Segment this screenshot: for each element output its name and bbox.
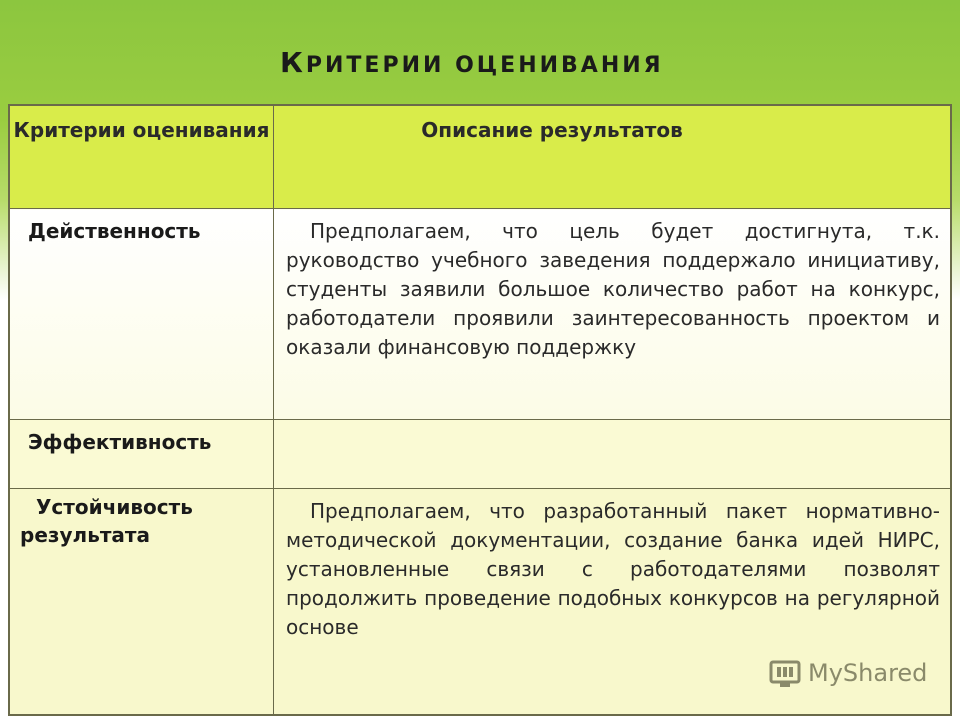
watermark-text: MyShared (808, 659, 928, 687)
description-text (274, 420, 950, 428)
header-cell-criteria (10, 106, 274, 209)
myshared-logo-icon (768, 656, 802, 690)
criterion-cell (10, 489, 274, 715)
table-row (10, 420, 951, 489)
description-cell (274, 209, 951, 420)
criterion-cell (10, 420, 274, 489)
table-row (10, 209, 951, 420)
description-cell (274, 420, 951, 489)
header-description-label: Описание результатов (421, 118, 683, 142)
description-text: Предполагаем, что разработанный пакет нормативно-методической документации, создание банка идей НИРС, установленные связи с работодателями позволят продолжить проведение подобных конкурсов на регулярной основе (286, 499, 940, 639)
table-header-row (10, 106, 951, 209)
header-cell-description (274, 106, 951, 209)
criterion-cell (10, 209, 274, 420)
criterion-label: Эффективность (28, 430, 212, 454)
description-text: Предполагаем, что цель будет достигнута, т.к. руководство учебного заведения поддержало инициативу, студенты заявили большое количество работ на конкурс, работодатели проявили заинтересованность проектом и оказали финансовую поддержку (286, 219, 940, 359)
watermark (768, 656, 927, 690)
criteria-table (8, 104, 952, 716)
criterion-label: Устойчивость результата (20, 495, 193, 547)
slide-title: КРИТЕРИИ ОЦЕНИВАНИЯ (280, 46, 664, 79)
criterion-label: Действенность (28, 219, 201, 243)
header-criteria-label: Критерии оценивания (13, 118, 270, 142)
